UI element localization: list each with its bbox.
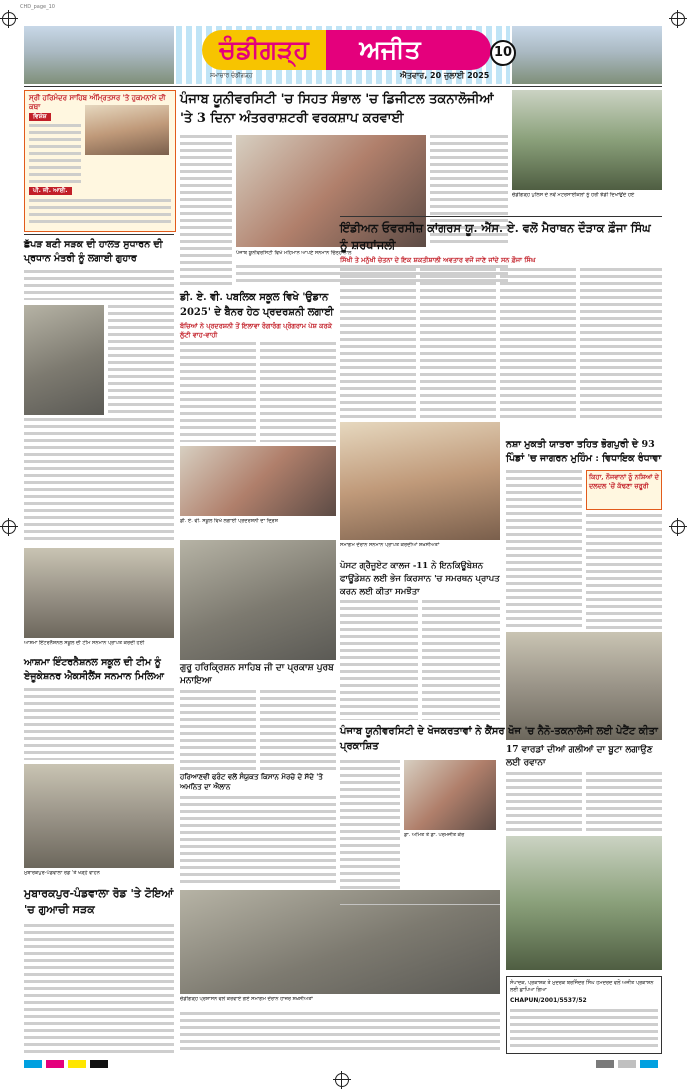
kala-text-col2	[422, 600, 500, 720]
trees-text-col1	[506, 772, 582, 832]
bottom-photo	[180, 890, 500, 994]
nasha-box: ਕਿਹਾ, ਨੌਜਵਾਨਾਂ ਨੂੰ ਨਸ਼ਿਆਂ ਦੇ ਦਲਦਲ 'ਚੋਂ ਕੱਢਣਾ ਜ਼ਰੂਰੀ	[586, 470, 662, 510]
masthead-photo-left	[24, 26, 174, 84]
top-left-box-tag: ਵਿਸ਼ੇਸ਼	[29, 113, 51, 121]
nasha-text-col1	[506, 470, 582, 630]
ioc-subheadline: ਸਿੱਖੀ ਤੇ ਮਨੁੱਖੀ ਚੇਤਨਾ ਦੇ ਇਕ ਸ਼ਕਤੀਸ਼ਾਲੀ ਅਵਤਾਰ ਵਜੋਂ ਜਾਣੇ ਜਾਂਦੇ ਸਨ ਫ਼ੌਜਾ ਸਿੰਘ	[340, 256, 536, 264]
dav-subheadline: ਬੱਚਿਆਂ ਨੇ ਪ੍ਰਦਰਸ਼ਨੀ ਤੋਂ ਇਲਾਵਾ ਰੰਗਾਰੰਗ ਪ੍ਰੋਗਰਾਮ ਪੇਸ਼ ਕਰਕੇ ਲੁੱਟੀ ਵਾਹ-ਵਾਹੀ	[180, 322, 332, 339]
kala-text-col1	[340, 600, 418, 720]
dav-caption: ਡੀ. ਏ. ਵੀ. ਸਕੂਲ ਵਿਖੇ ਲਗਾਈ ਪ੍ਰਦਰਸ਼ਨੀ ਦਾ ਦ੍ਰਿਸ਼	[180, 518, 278, 524]
rule-ioc	[340, 216, 662, 217]
kisan-text-bottom	[180, 796, 336, 886]
nasha-headline: ਨਸ਼ਾ ਮੁਕਤੀ ਯਾਤਰਾ ਤਹਿਤ ਭੋਗਪੁਰੀ ਦੇ 93 ਪਿੰਡਾਂ 'ਚ ਜਾਗਰਨ ਮੁਹਿੰਮ : ਵਿਧਾਇਕ ਰੰਧਾਵਾ	[506, 439, 662, 464]
road-text-bottom	[24, 418, 174, 540]
dav-headline: ਡੀ. ਏ. ਵੀ. ਪਬਲਿਕ ਸਕੂਲ ਵਿਖੇ 'ਉਡਾਨ 2025' ਦੇ ਬੈਨਰ ਹੇਠ ਪ੍ਰਦਰਸ਼ਨੀ ਲਗਾਈ	[180, 292, 334, 318]
bottom-text	[180, 1012, 500, 1052]
bikes-photo	[512, 90, 662, 190]
swatch-black	[90, 1060, 108, 1068]
swatch-cyan	[24, 1060, 42, 1068]
top-left-box	[24, 90, 176, 232]
imprint-text: ਸੰਪਾਦਕ, ਪ੍ਰਕਾਸ਼ਕ ਤੇ ਮੁਦਰਕ ਬਰਜਿੰਦਰ ਸਿੰਘ ਹਮਦਰਦ ਵਲੋਂ ਅਜੀਤ ਪ੍ਰਕਾਸ਼ਨ ਲਈ ਛਾਪਿਆ ਗਿਆ	[510, 980, 654, 993]
trees-headline: 17 ਵਾਰਡਾਂ ਦੀਆਂ ਗਲੀਆਂ ਦਾ ਬੂਟਾ ਲਗਾਉਣ ਲਈ ਰਵਾਨਾ	[506, 745, 653, 768]
bikes-caption: ਚੰਡੀਗੜ੍ਹ ਪੁਲਿਸ ਦੇ ਨਵੇਂ ਮੋਟਰਸਾਈਕਲਾਂ ਨੂੰ ਹਰੀ ਝੰਡੀ ਦਿਖਾਉਂਦੇ ਹੋਏ	[512, 192, 635, 198]
swatch-yellow	[68, 1060, 86, 1068]
top-left-box-title: ਸ੍ਰੀ ਹਰਿਮੰਦਰ ਸਾਹਿਬ ਅੰਮ੍ਰਿਤਸਰ 'ਤੇ ਹੁਕਮਨਾਮੇ ਦੀ ਕਥਾ	[29, 93, 166, 111]
masthead-subtitle: ਸਮਾਚਾਰ ਚੰਡੀਗੜ੍ਹ	[210, 72, 253, 79]
women-photo	[340, 422, 500, 540]
nasha-text-col2	[586, 514, 662, 630]
registration-mark-left	[2, 520, 16, 534]
dav-text-col2	[260, 342, 336, 442]
rule-road	[24, 234, 174, 235]
swatch-light	[618, 1060, 636, 1068]
truck-caption: ਮੁਬਾਰਕਪੁਰ-ਪੰਡਵਾਲਾ ਰੋਡ 'ਤੇ ਖੜ੍ਹੇ ਵਾਹਨ	[24, 870, 100, 876]
ashmah-headline: ਆਸ਼ਮਾ ਇੰਟਰਨੈਸ਼ਨਲ ਸਕੂਲ ਦੀ ਟੀਮ ਨੂੰ ਏਜੂਕੇਸ਼ਨਰ ਐਕਸੀਲੈਂਸ ਸਨਮਾਨ ਮਿਲਿਆ	[24, 657, 164, 682]
registration-mark-top-right	[671, 12, 685, 26]
masthead-paper-box	[326, 30, 491, 70]
masthead-paper: ਅਜੀਤ	[359, 35, 421, 64]
registration-mark-top-left	[2, 12, 16, 26]
registration-mark-right	[671, 520, 685, 534]
masthead-city: ਚੰਡੀਗੜ੍ਹ	[219, 35, 309, 64]
pu-cancer-text-col1	[340, 760, 400, 900]
ashmah-photo	[24, 548, 174, 638]
top-left-box-text	[29, 124, 81, 184]
lead-headline: ਪੰਜਾਬ ਯੂਨੀਵਰਸਿਟੀ 'ਚ ਸਿਹਤ ਸੰਭਾਲ 'ਚ ਡਿਜੀਟਲ ਤਕਨਾਲੋਜੀਆਂ 'ਤੇ 3 ਦਿਨਾ ਅੰਤਰਰਾਸ਼ਟਰੀ ਵਰਕਸ਼ਾਪ ਕਰਵਾਈ	[180, 92, 494, 126]
lead-caption: ਪੰਜਾਬ ਯੂਨੀਵਰਸਿਟੀ ਵਿਖੇ ਮਹਿਮਾਨ ਆਪਣੇ ਸਨਮਾਨ ਚਿੰਨ੍ਹ ਨਾਲ	[236, 250, 352, 256]
imprint-box	[506, 976, 662, 1054]
pu-cancer-caption: ਡਾ. ਅਮਿਤ ਤੇ ਡਾ. ਪਰਮਜੀਤ ਕੌਰ	[404, 832, 465, 838]
masthead-date: ਐਤਵਾਰ, 20 ਜੁਲਾਈ 2025	[400, 71, 490, 80]
swatch-cyan-2	[640, 1060, 658, 1068]
swatch-gray	[596, 1060, 614, 1068]
trees-text-col2	[586, 772, 662, 832]
masthead-photo-right	[512, 26, 662, 84]
pu-cancer-headline: ਪੰਜਾਬ ਯੂਨੀਵਰਸਿਟੀ ਦੇ ਖੋਜਕਰਤਾਵਾਂ ਨੇ ਕੈਂਸਰ ਖੋਜ 'ਚ ਨੈਨੋ-ਤਕਨਾਲੋਜੀ ਲਈ ਪੇਟੈਂਟ ਕੀਤਾ ਪ੍ਰਕਾਸ਼ਿਤ	[340, 726, 658, 752]
top-left-box-text2	[29, 199, 171, 227]
top-left-box-tag2: ਪੀ. ਜੀ. ਆਈ.	[29, 187, 72, 195]
kisan-text-col2	[260, 690, 336, 770]
truck-photo	[24, 764, 174, 868]
bottom-caption: ਚੰਡੀਗੜ੍ਹ ਪ੍ਰਸ਼ਾਸਨ ਵਲੋਂ ਕਰਵਾਏ ਗਏ ਸਮਾਗਮ ਦੌਰਾਨ ਹਾਜ਼ਰ ਸ਼ਖ਼ਸੀਅਤਾਂ	[180, 996, 313, 1002]
page-number: 10	[490, 40, 516, 66]
road-headline: ਛੱਪੜ ਬਣੀ ਸੜਕ ਦੀ ਹਾਲਤ ਸੁਧਾਰਨ ਦੀ ਪ੍ਰਧਾਨ ਮੰਤਰੀ ਨੂੰ ਲਗਾਈ ਗੁਹਾਰ	[24, 239, 163, 264]
kala-headline: ਪੋਸਟ ਗ੍ਰੈਜੂਏਟ ਕਾਲਜ -11 ਨੇ ਇਨਕਿਊਬੇਸ਼ਨ ਫਾਊਂਡੇਸ਼ਨ ਲਈ ਭੇਜ ਕਿਰਸਾਨ 'ਚ ਸਮਰਥਨ ਪ੍ਰਾਪਤ ਕਰਨ ਲਈ ਕੀਤਾ ਸਮਝੌਤਾ	[340, 561, 500, 597]
pu-cancer-photo	[404, 760, 496, 830]
road-photo	[24, 305, 104, 415]
swatch-magenta	[46, 1060, 64, 1068]
plate-info: CHD_page_10	[20, 4, 55, 10]
kisan-text-col1	[180, 690, 256, 770]
masthead-city-box	[202, 30, 326, 70]
ioc-text-col4	[580, 268, 662, 418]
kisan-subheadline: ਹਰਿਆਣਵੀ ਫਰੰਟ ਵਲੋਂ ਸੰਯੁਕਤ ਕਿਸਾਨ ਮੋਰਚੇ ਦੇ ਸੱਦੇ 'ਤੇ ਅਮਨਿਤ ਦਾ ਐਲਾਨ	[180, 772, 323, 791]
trees-photo	[506, 836, 662, 970]
dav-photo	[180, 446, 336, 516]
masthead-rule	[24, 86, 662, 87]
registration-mark-bottom	[335, 1073, 349, 1087]
rni-number: CHAPUN/2001/5537/52	[510, 997, 587, 1004]
mubarakpur-headline: ਮੁਬਾਰਕਪੁਰ-ਪੰਡਵਾਲਾ ਰੋਡ 'ਤੇ ਟੋਇਆਂ 'ਚ ਗੁਆਚੀ ਸੜਕ	[24, 887, 174, 916]
ioc-text-col1	[340, 268, 416, 418]
color-strip	[24, 1060, 662, 1070]
ioc-text-col3	[500, 268, 576, 418]
dav-text-col1	[180, 342, 256, 442]
gathering-photo	[180, 540, 336, 660]
kisan-headline: ਗੁਰੂ ਹਰਿਕ੍ਰਿਸ਼ਨ ਸਾਹਿਬ ਜੀ ਦਾ ਪ੍ਰਕਾਸ਼ ਪੁਰਬ ਮਨਾਇਆ	[180, 663, 334, 686]
ioc-text-col2	[420, 268, 496, 418]
lead-text-col1	[180, 135, 232, 285]
ashmah-text	[24, 688, 174, 760]
road-text-side	[108, 305, 174, 415]
ioc-headline: ਇੰਡੀਅਨ ਓਵਰਸੀਜ਼ ਕਾਂਗਰਸ ਯੂ. ਐੱਸ. ਏ. ਵਲੋਂ ਮੈਰਾਥਨ ਦੌੜਾਕ ਫ਼ੌਜਾ ਸਿੰਘ ਨੂੰ ਸ਼ਰਧਾਂਜਲੀ	[340, 221, 651, 252]
imprint-lines	[510, 1009, 658, 1051]
ashmah-caption: ਆਸ਼ਮਾ ਇੰਟਰਨੈਸ਼ਨਲ ਸਕੂਲ ਦੀ ਟੀਮ ਸਨਮਾਨ ਪ੍ਰਾਪਤ ਕਰਦੀ ਹੋਈ	[24, 640, 145, 646]
filler	[340, 904, 500, 905]
mubarakpur-text	[24, 924, 174, 1054]
golden-temple-photo	[85, 105, 169, 155]
women-caption: ਸਮਾਗਮ ਦੌਰਾਨ ਸਨਮਾਨ ਪ੍ਰਾਪਤ ਕਰਦੀਆਂ ਸ਼ਖ਼ਸੀਅਤਾਂ	[340, 542, 440, 548]
road-text	[24, 270, 174, 300]
